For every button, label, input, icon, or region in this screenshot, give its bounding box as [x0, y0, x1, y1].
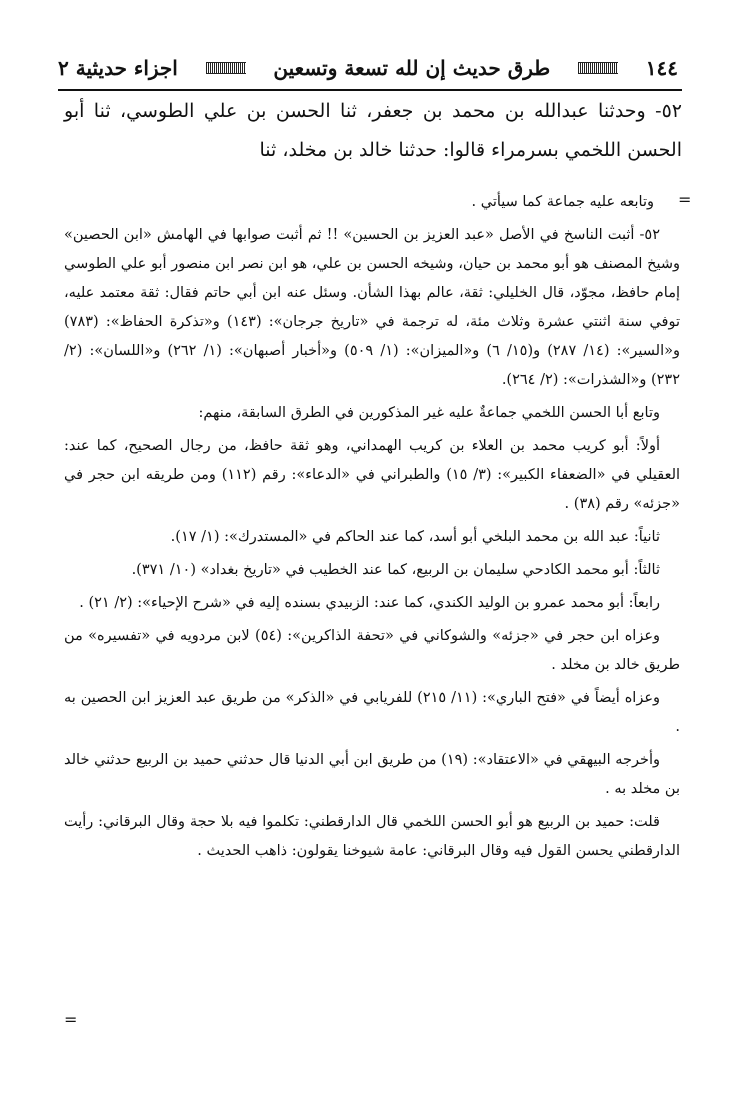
page-header: [58, 48, 678, 88]
hadith-text: ٥٢- وحدثنا عبدالله بن محمد بن جعفر، ثنا الحسن بن علي الطوسي، ثنا أبو الحسن اللخمي بسرمراء قالوا: حدثنا خالد بن مخلد، ثنا: [64, 100, 682, 161]
series-title: اجزاء حديثية ٢: [58, 56, 178, 80]
footnote-mark-bottom: =: [64, 1010, 78, 1029]
page-number: ١٤٤: [645, 56, 678, 80]
footnote-paragraph: وتابع أبا الحسن اللخمي جماعةٌ عليه غير المذكورين في الطرق السابقة، منهم:: [198, 405, 660, 421]
footnote-paragraph: أولاً: أبو كريب محمد بن العلاء بن كريب الهمداني، وهو ثقة حافظ، من رجال الصحيح، كما عند: العقيلي في «الضعفاء الكبير»: (٣/ ١٥) والطبراني في «الدعاء»: رقم (١١٢) ومن طريقه ابن حجر في «جزئه» رقم (٣٨) .: [64, 438, 681, 512]
footnote-paragraph: ثالثاً: أبو محمد الكادحي سليمان بن الربيع، كما عند الخطيب في «تاريخ بغداد» (١٠/ ٣٧١).: [131, 562, 660, 578]
footnote-paragraph: قلت: حميد بن الربيع هو أبو الحسن اللخمي قال الدارقطني: تكلموا فيه بلا حجة وقال البرقاني: رأيت الدارقطني يحسن القول فيه وقال البرقاني: عامة شيوخنا يقولون: ذاهب الحديث .: [64, 814, 680, 859]
footnote-paragraph: وعزاه ابن حجر في «جزئه» والشوكاني في «تحفة الذاكرين»: (٥٤) لابن مردويه في «تفسيره» من طريق خالد بن مخلد .: [64, 628, 680, 673]
footnotes: [64, 188, 680, 870]
footnote-paragraph: وأخرجه البيهقي في «الاعتقاد»: (١٩) من طريق ابن أبي الدنيا قال حدثني حميد بن الربيع حدثني خالد بن مخلد به .: [64, 752, 680, 797]
footnote-mark-top: =: [678, 190, 692, 209]
header-bar: [206, 62, 246, 74]
footnote-paragraph: ثانياً: عبد الله بن محمد البلخي أبو أسد، كما عند الحاكم في «المستدرك»: (١/ ١٧).: [170, 529, 660, 545]
main-text: [64, 92, 682, 170]
footnote-paragraph: ٥٢- أثبت الناسخ في الأصل «عبد العزيز بن الحسين» !! ثم أثبت صوابها في الهامش «ابن الحصين» وشيخ المصنف هو أبو محمد بن حيان، وشيخه الحسن بن علي، هو ابن نصر ابن منصور أبو علي الطوسي إمام حافظ، مجوّد، قال الخليلي: ثقة، عالم بهذا الشأن. وسئل عنه ابن أبي حاتم فقال: ثقة معتمد عليه، توفي سنة اثنتي عشرة وثلاث مئة، له ترجمة في «تاريخ جرجان»: (١٤٣) و«تذكرة الحفاظ»: (٧٨٣) و«السير»: (١٤/ ٢٨٧) و(١٥/ ٦) و«الميزان»: (١/ ٥٠٩) و«أخبار أصبهان»: (١/ ٢٦٢) و«اللسان»: (٢/ ٢٣٢) و«الشذرات»: (٢/ ٢٦٤).: [64, 227, 681, 388]
footnote-paragraph: وعزاه أيضاً في «فتح الباري»: (١١/ ٢١٥) للفريابي في «الذكر» من طريق عبد العزيز ابن الحصين به .: [64, 690, 680, 735]
footnote-paragraph: رابعاً: أبو محمد عمرو بن الوليد الكندي، كما عند: الزبيدي بسنده إليه في «شرح الإحياء»: (٢/ ٢١) .: [79, 595, 660, 611]
footnote-paragraph: وتابعه عليه جماعة كما سيأتي .: [471, 194, 654, 210]
header-rule: [58, 89, 682, 91]
header-bar: [578, 62, 618, 74]
book-title: طرق حديث إن لله تسعة وتسعين: [273, 56, 551, 80]
